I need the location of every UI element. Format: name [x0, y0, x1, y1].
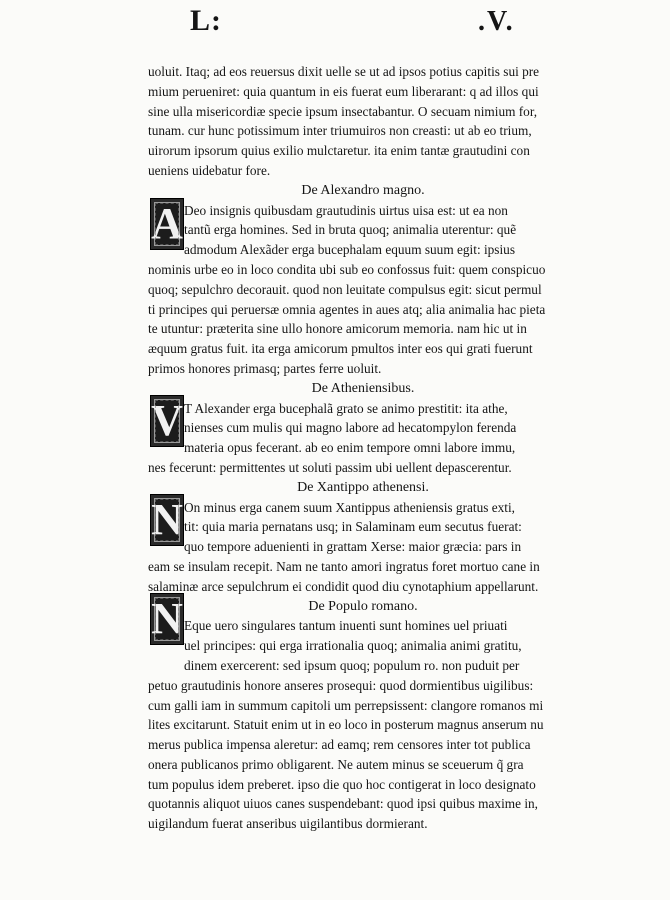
text-line: T Alexander erga bucephalã grato se animo prestitit: ita athe,	[184, 400, 508, 416]
text-line: Eque uero singulares tantum inuenti sunt homines uel priuati	[184, 618, 508, 634]
text-line: materia opus fecerant. ab eo enim tempore omni labore immu,	[184, 440, 516, 456]
text-line: tantũ erga homines. Sed in bruta quoq; animalia uterentur: quẽ	[184, 222, 517, 238]
text-line: ti principes qui peruersæ omnia agentes in aues atq; alia animalia hac pieta	[148, 301, 546, 317]
text-line: petuo grautudinis honore anseres prosequi: quod dormientibus uigilibus:	[148, 677, 534, 693]
text-line: uoluit. Itaq; ad eos reuersus dixit uelle se ut ad ipsos potius capitis sui pre	[148, 64, 540, 79]
page-text	[148, 62, 578, 834]
text-line: lites excitarunt. Statuit enim ut in eo loco in posterum magnus anserum nu	[148, 717, 544, 733]
initial-letter-v: V	[151, 396, 183, 445]
text-line: æquum gratus fuit. ita erga amicorum pmultos inter eos qui grati fuerunt	[148, 341, 533, 357]
text-line: nominis urbe eo in loco condita ubi sub eo confossus fuit: quem conspicuo	[148, 261, 546, 277]
text-line: On minus erga canem suum Xantippus atheniensis gratus exti,	[184, 499, 516, 515]
text-line: tunam. cur hunc potissimum inter triumuiros non creasti: ut ab eo trium,	[148, 123, 532, 139]
section-heading-xantippus: De Xantippo athenensi.	[297, 479, 429, 495]
page-number-right: .V.	[478, 6, 515, 37]
text-line: cum galli iam in summum capitoli um perrepsissent: clangore romanos mi	[148, 697, 544, 713]
text-line: merus publica impensa aleretur: ad eamq; rem censores inter tot publica	[148, 737, 531, 753]
text-line: onera publicanos primo obligarent. Ne autem minus se sceuerum q̃ gra	[148, 756, 524, 772]
text-line: admodum Alexãder erga bucephalam equum suum egit: ipsius	[184, 242, 515, 258]
text-line: eam se insulam recepit. Nam ne tanto amori ingratus foret mortuo cane in	[148, 558, 540, 574]
text-line: uigilandum fuerat anseribus uigilantibus dormierant.	[148, 816, 428, 832]
text-line: nes fecerunt: permittentes ut soluti passim ubi uellent depascerentur.	[148, 459, 512, 475]
section-heading-athenienses: De Atheniensibus.	[311, 380, 415, 396]
text-line: ueniens uidebatur fore.	[148, 162, 271, 178]
section-heading-alexander: De Alexandro magno.	[301, 182, 425, 198]
text-line: quoq; sepulchro decorauit. quod non leuitate compulsus egit: sicut permul	[148, 281, 542, 297]
text-line: quotannis aliquot uiuos canes suspendebant: quod ipsi quibus maxime in,	[148, 796, 538, 812]
text-line: quo tempore aduenienti in grattam Xerse: maior græcia: pars in	[184, 539, 522, 555]
text-line: dinem exercerent: sed ipsum quoq; populum ro. non puduit per	[184, 657, 520, 673]
text-line: tit: quia maria pernatans usq; in Salaminam eum secutus fuerat:	[184, 519, 522, 535]
text-line: primos honores primasq; partes ferre uoluit.	[148, 360, 382, 376]
text-line: nienses cum mulis qui magno labore ad hecatompylon ferenda	[184, 420, 517, 436]
text-line: salaminæ arce sepulchrum ei condidit quod diu cynotaphium appellarunt.	[148, 578, 539, 594]
initial-letter-a: A	[151, 199, 183, 248]
text-line: uel principes: qui erga irrationalia quoq; animalia animi gratitu,	[184, 638, 522, 654]
text-line: uirorum ipsorum quius exilio mulctaretur. ita enim tantæ grautudini con	[148, 143, 530, 159]
text-line: sine ulla misericordiæ specie ipsum insectabantur. O secuam nimium for,	[148, 103, 538, 119]
initial-letter-n-populus: N	[151, 594, 183, 643]
section-heading-populus-romanus: De Populo romano.	[308, 598, 418, 614]
text-line: mium perueniret: quia quantum in eis fuerat eum liberarant: q ad illos qui	[148, 83, 539, 99]
text-line: Deo insignis quibusdam grautudinis uirtus uisa est: ut ea non	[184, 202, 508, 218]
initial-letter-n-xantippus: N	[151, 495, 183, 544]
text-line: te utuntur: præterita sine ullo honore amicorum memoria. nam hic ut in	[148, 321, 527, 337]
text-line: tum populus idem preberet. ipso die quo hoc contigerat in loco designato	[148, 776, 536, 792]
page-signature-left: L:	[190, 4, 222, 37]
